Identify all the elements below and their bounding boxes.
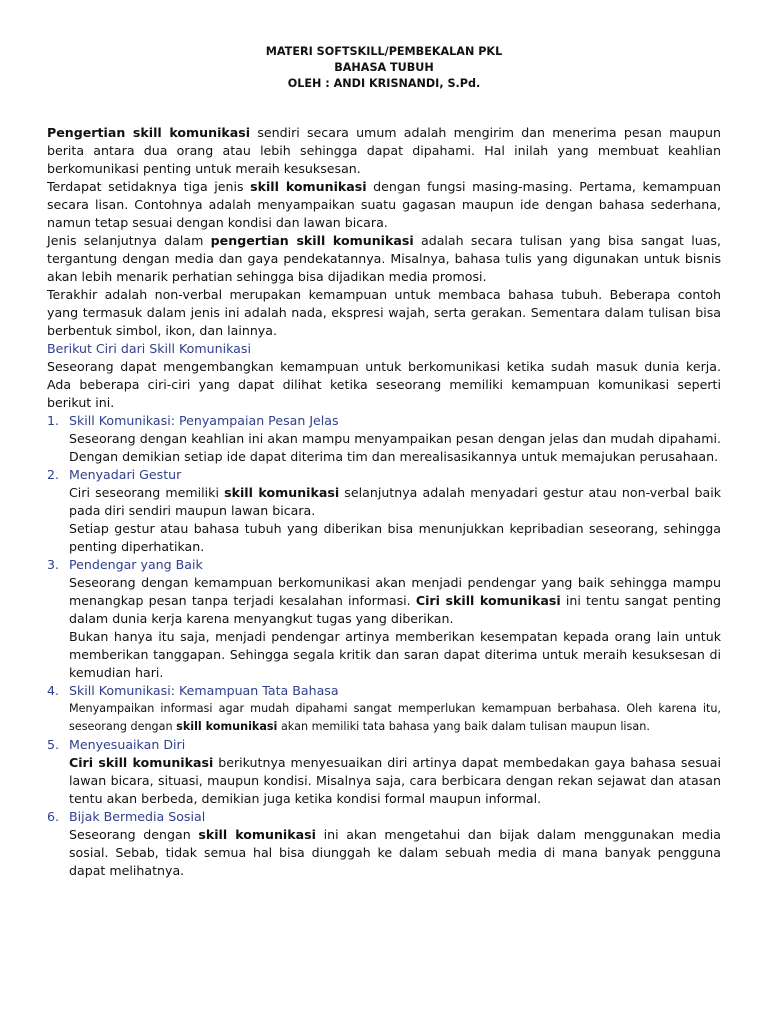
list-item-paragraph bbox=[69, 574, 721, 628]
list-item-heading bbox=[47, 556, 721, 574]
list-item-heading bbox=[47, 736, 721, 754]
list-item bbox=[47, 556, 721, 682]
intro-paragraph-4: Terakhir adalah non-verbal merupakan kemampuan untuk membaca bahasa tubuh. Beberapa contoh yang termasuk dalam jenis ini adalah nada, ekspresi wajah, serta gerakan. Sementara dalam tulisan bisa berbentuk simbol, ikon, dan lainnya. bbox=[47, 287, 721, 338]
intro-paragraph-2 bbox=[47, 178, 721, 232]
list-item-heading bbox=[47, 808, 721, 826]
list-item-title: Skill Komunikasi: Kemampuan Tata Bahasa bbox=[69, 683, 339, 698]
list-item bbox=[47, 808, 721, 880]
list-item-title: Menyadari Gestur bbox=[69, 467, 182, 482]
paragraph-text: Seseorang dengan bbox=[69, 827, 199, 842]
list-item bbox=[47, 736, 721, 808]
document-body bbox=[47, 124, 721, 880]
paragraph-text: adalah secara tulisan yang bisa sangat luas, tergantung dengan media dan gaya pendekatannya. Misalnya, bahasa tulis yang digunakan untuk bisnis akan lebih menarik perhatian sehingga bisa dijadikan media promosi. bbox=[47, 233, 721, 284]
list-number: 6. bbox=[47, 809, 60, 824]
intro-paragraph-1 bbox=[47, 124, 721, 178]
header-title: MATERI SOFTSKILL/PEMBEKALAN PKL bbox=[265, 45, 503, 58]
list-item-heading bbox=[47, 466, 721, 484]
list-item-paragraph: Setiap gestur atau bahasa tubuh yang diberikan bisa menunjukkan kepribadian seseorang, sehingga penting diperhatikan. bbox=[69, 521, 721, 554]
paragraph-text: ini tentu sangat penting dalam dunia kerja karena menyangkut tugas yang diberikan. bbox=[69, 593, 721, 626]
list-item-title: Menyesuaikan Diri bbox=[69, 737, 186, 752]
list-number: 3. bbox=[47, 557, 60, 572]
bold-term: skill komunikasi bbox=[250, 179, 367, 194]
paragraph-text: selanjutnya adalah menyadari gestur atau non-verbal baik pada diri sendiri maupun lawan bicara. bbox=[69, 485, 722, 518]
list-item-title: Skill Komunikasi: Penyampaian Pesan Jelas bbox=[69, 413, 339, 428]
bold-term: skill komunikasi bbox=[224, 485, 340, 500]
bold-term: skill komunikasi bbox=[176, 720, 278, 733]
document-header bbox=[47, 44, 721, 92]
paragraph-text: ini akan mengetahui dan bijak dalam menggunakan media sosial. Sebab, tidak semua hal bisa diunggah ke dalam sebuah media di mana banyak pengguna dapat melihatnya. bbox=[69, 827, 722, 878]
list-item bbox=[47, 412, 721, 466]
list-number: 1. bbox=[47, 413, 60, 428]
bold-term: pengertian skill komunikasi bbox=[210, 233, 414, 248]
paragraph-text: Menyampaikan informasi agar mudah dipahami sangat memperlukan kemampuan berbahasa. Oleh karena itu, seseorang dengan bbox=[69, 702, 721, 733]
bold-term: skill komunikasi bbox=[198, 827, 316, 842]
list-item-paragraph bbox=[69, 826, 721, 880]
list-number: 5. bbox=[47, 737, 60, 752]
list-item-paragraph: Seseorang dengan keahlian ini akan mampu menyampaikan pesan dengan jelas dan mudah dipahami. Dengan demikian setiap ide dapat diterima tim dan merealisasikannya untuk memajukan perusahaan. bbox=[69, 431, 721, 464]
list-item-paragraph bbox=[69, 754, 721, 808]
paragraph-text: dengan fungsi masing-masing. Pertama, kemampuan secara lisan. Contohnya adalah menyampaikan suatu gagasan maupun ide dengan bahasa sederhana, namun tetap sesuai dengan kondisi dan lawan bicara. bbox=[47, 179, 721, 230]
paragraph-text: akan memiliki tata bahasa yang baik dalam tulisan maupun lisan. bbox=[277, 720, 650, 733]
paragraph-text: Ciri seseorang memiliki bbox=[69, 485, 225, 500]
paragraph-text: Seseorang dengan kemampuan berkomunikasi akan menjadi pendengar yang baik sehingga mampu menangkap pesan tanpa terjadi kesalahan informasi. bbox=[69, 575, 721, 608]
list-item-heading bbox=[47, 682, 721, 700]
list-item-paragraph bbox=[69, 484, 721, 520]
bold-term: Ciri skill komunikasi bbox=[415, 593, 561, 608]
section-heading: Berikut Ciri dari Skill Komunikasi bbox=[47, 341, 251, 356]
bold-term: Ciri skill komunikasi bbox=[69, 755, 214, 770]
list-item bbox=[47, 466, 721, 556]
document-page bbox=[47, 44, 721, 880]
section-lead: Seseorang dapat mengembangkan kemampuan untuk berkomunikasi ketika sudah masuk dunia kerja. Ada beberapa ciri-ciri yang dapat dilihat ketika seseorang memiliki kemampuan komunikasi seperti berikut ini. bbox=[47, 359, 721, 410]
paragraph-text: berikutnya menyesuaikan diri artinya dapat membedakan gaya bahasa sesuai lawan bicara, situasi, maupun kondisi. Misalnya saja, cara berbicara dengan rekan sejawat dan atasan tentu akan berbeda, demikian juga ketika kondisi formal maupun informal. bbox=[69, 755, 721, 806]
intro-paragraph-3 bbox=[47, 232, 721, 286]
paragraph-text: Jenis selanjutnya dalam bbox=[47, 233, 211, 248]
list-item-title: Pendengar yang Baik bbox=[69, 557, 203, 572]
header-author: OLEH : ANDI KRISNANDI, S.Pd. bbox=[287, 77, 481, 90]
paragraph-text: Terdapat setidaknya tiga jenis bbox=[47, 179, 251, 194]
list-item-heading bbox=[47, 412, 721, 430]
list-item bbox=[47, 682, 721, 736]
list-item-paragraph bbox=[69, 700, 721, 736]
bold-term: Pengertian skill komunikasi bbox=[47, 125, 251, 140]
list-number: 4. bbox=[47, 683, 60, 698]
list-item-title: Bijak Bermedia Sosial bbox=[69, 809, 206, 824]
list-item-paragraph: Bukan hanya itu saja, menjadi pendengar artinya memberikan kesempatan kepada orang lain untuk memberikan tanggapan. Sehingga segala kritik dan saran dapat diterima untuk meraih kesuksesan di kemudian hari. bbox=[69, 629, 721, 680]
header-subtitle: BAHASA TUBUH bbox=[334, 61, 434, 74]
paragraph-text: sendiri secara umum adalah mengirim dan menerima pesan maupun berita antara dua orang atau lebih sehingga dapat dipahami. Hal inilah yang membuat keahlian berkomunikasi penting untuk meraih kesuksesan. bbox=[47, 125, 721, 176]
list-number: 2. bbox=[47, 467, 60, 482]
